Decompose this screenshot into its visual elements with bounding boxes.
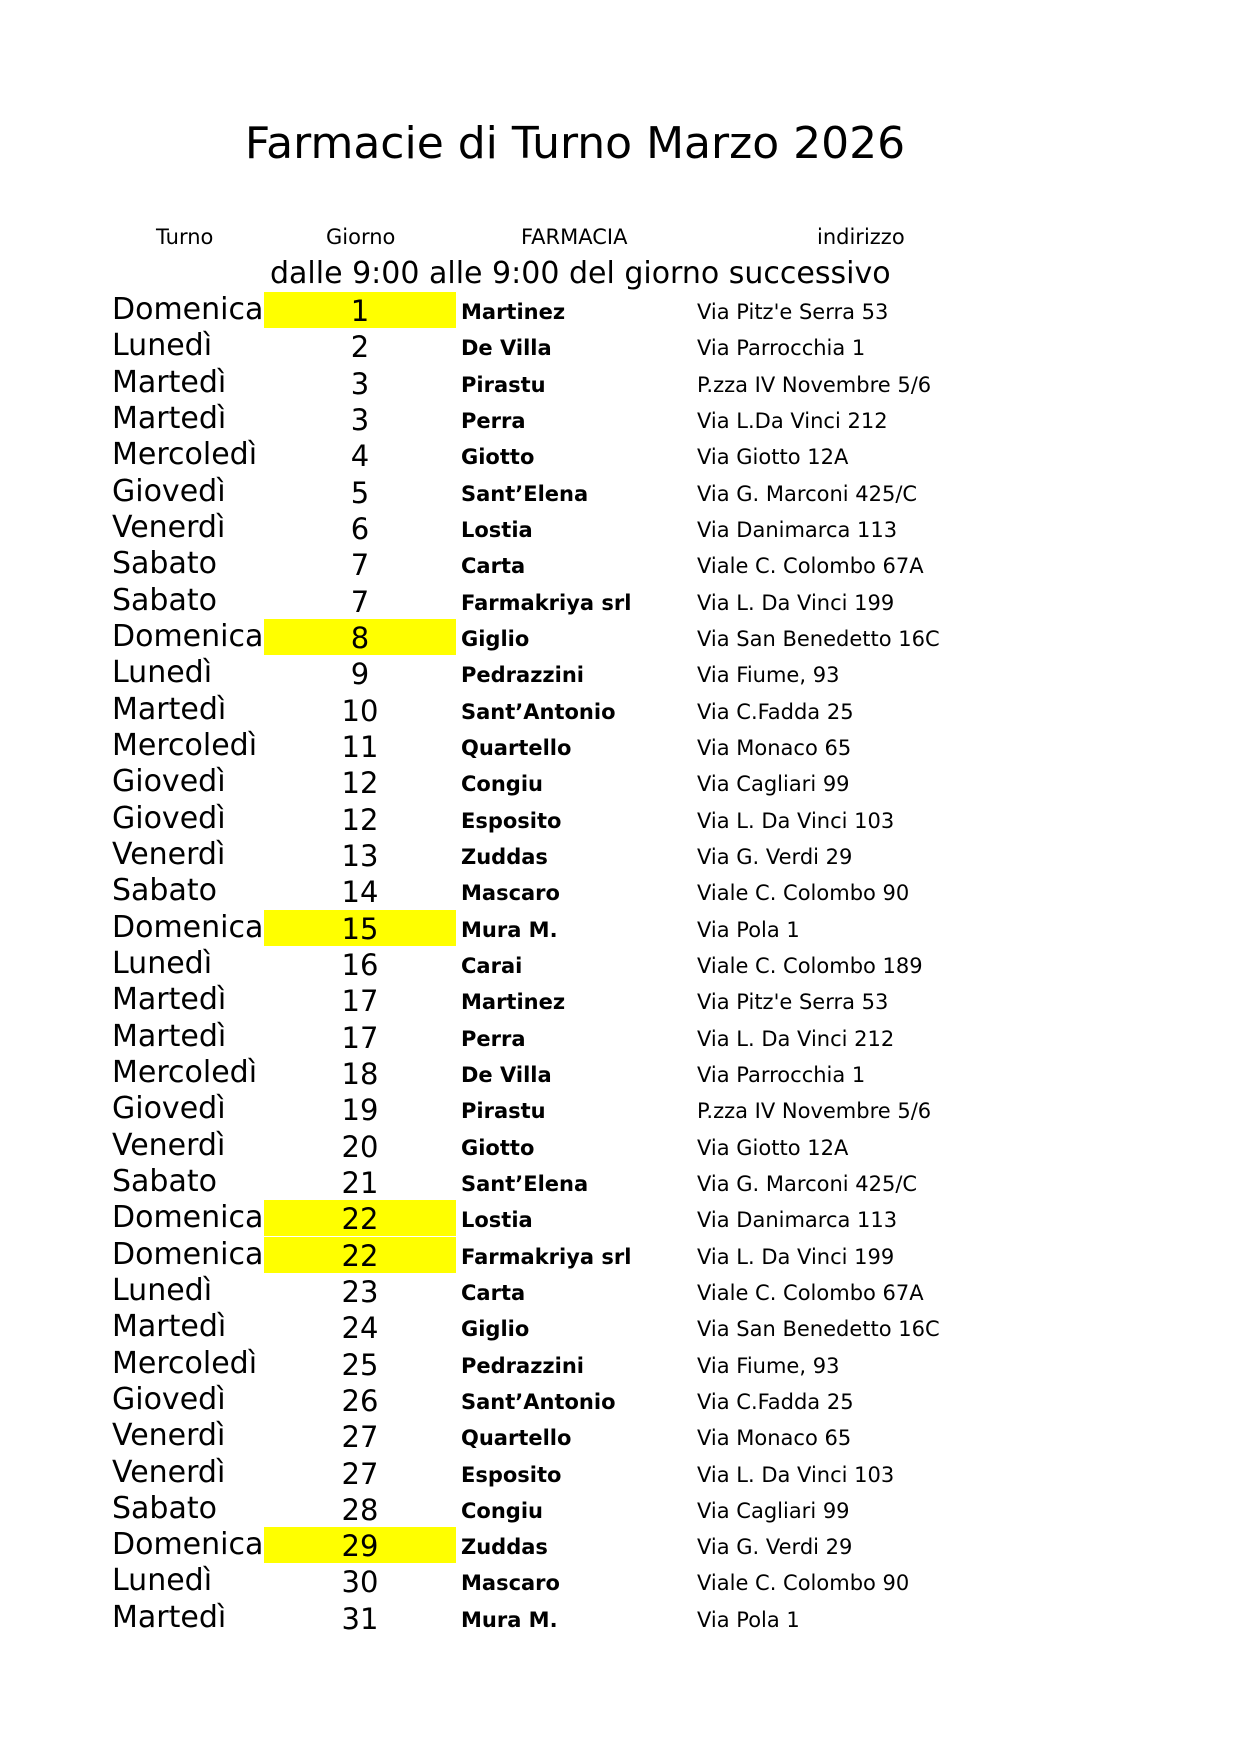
row-indirizzo: Via G. Marconi 425/C	[697, 1171, 918, 1196]
row-farmacia: Pedrazzini	[461, 1353, 584, 1378]
table-row	[0, 1418, 1240, 1454]
row-farmacia: Mascaro	[461, 881, 560, 906]
row-turno: Lunedì	[112, 655, 213, 691]
table-row	[0, 1273, 1240, 1309]
table-row	[0, 583, 1240, 619]
row-turno: Martedì	[112, 364, 227, 400]
row-indirizzo: Via Pitz'e Serra 53	[697, 300, 889, 324]
table-row	[0, 728, 1240, 764]
row-indirizzo: Viale C. Colombo 189	[697, 953, 923, 978]
row-giorno: 22	[264, 1237, 456, 1273]
row-indirizzo: Via Danimarca 113	[697, 1208, 898, 1233]
row-farmacia: Congiu	[461, 772, 543, 797]
table-row	[0, 873, 1240, 909]
row-giorno: 7	[350, 548, 370, 583]
row-indirizzo: Via Pola 1	[697, 917, 800, 942]
row-farmacia: Carta	[461, 1280, 526, 1305]
row-farmacia: Giotto	[461, 445, 535, 470]
row-farmacia: De Villa	[461, 336, 552, 361]
row-giorno: 20	[341, 1129, 379, 1164]
row-giorno: 27	[341, 1456, 379, 1491]
row-turno: Sabato	[112, 1163, 217, 1199]
row-farmacia: Farmakriya srl	[461, 590, 632, 615]
row-farmacia: Martinez	[461, 300, 566, 324]
row-indirizzo: Via Pitz'e Serra 53	[697, 990, 889, 1015]
row-turno: Sabato	[112, 873, 217, 909]
row-turno: Lunedì	[112, 1563, 213, 1599]
table-row	[0, 655, 1240, 691]
table-row	[0, 1527, 1240, 1563]
table-row	[0, 510, 1240, 546]
row-giorno: 25	[341, 1347, 379, 1382]
table-row	[0, 1055, 1240, 1091]
table-row	[0, 474, 1240, 510]
row-giorno: 19	[341, 1093, 379, 1128]
row-giorno: 8	[264, 619, 456, 655]
row-giorno: 16	[341, 947, 379, 982]
row-turno: Martedì	[112, 691, 227, 727]
row-farmacia: Pirastu	[461, 372, 546, 397]
row-turno: Giovedì	[112, 764, 226, 800]
row-farmacia: Sant’Antonio	[461, 1389, 616, 1414]
row-turno: Martedì	[112, 982, 227, 1018]
row-turno: Domenica	[112, 1200, 264, 1236]
row-giorno: 2	[350, 330, 370, 365]
row-giorno: 26	[341, 1383, 379, 1418]
row-turno: Martedì	[112, 1599, 227, 1635]
row-turno: Giovedì	[112, 1091, 226, 1127]
row-indirizzo: Via Danimarca 113	[697, 517, 898, 542]
table-row	[0, 1091, 1240, 1127]
row-farmacia: Zuddas	[461, 844, 548, 869]
row-farmacia: Sant’Elena	[461, 481, 589, 506]
row-giorno: 12	[341, 802, 379, 837]
row-indirizzo: Via Cagliari 99	[697, 772, 850, 797]
table-row	[0, 437, 1240, 473]
row-turno: Domenica	[112, 292, 264, 327]
row-farmacia: Zuddas	[461, 1535, 548, 1560]
row-turno: Domenica	[112, 909, 264, 945]
row-turno: Domenica	[112, 1527, 264, 1563]
row-turno: Giovedì	[112, 1381, 226, 1417]
row-turno: Lunedì	[112, 1272, 213, 1308]
header-farmacia: FARMACIA	[521, 225, 628, 249]
row-farmacia: Pedrazzini	[461, 663, 584, 688]
row-giorno: 5	[350, 475, 370, 510]
row-turno: Martedì	[112, 400, 227, 436]
row-indirizzo: Via Cagliari 99	[697, 1498, 850, 1523]
row-indirizzo: Via Parrocchia 1	[697, 336, 866, 361]
row-farmacia: Perra	[461, 1026, 526, 1051]
table-row	[0, 1200, 1240, 1236]
row-indirizzo: Via L. Da Vinci 103	[697, 808, 895, 833]
row-turno: Sabato	[112, 1490, 217, 1526]
pharmacy-schedule-table	[0, 292, 1240, 1636]
row-farmacia: Giotto	[461, 1135, 535, 1160]
row-farmacia: Perra	[461, 408, 526, 433]
row-farmacia: Carta	[461, 554, 526, 579]
row-indirizzo: Via Parrocchia 1	[697, 1062, 866, 1087]
table-row	[0, 946, 1240, 982]
row-farmacia: Esposito	[461, 808, 562, 833]
row-giorno: 18	[341, 1056, 379, 1091]
row-indirizzo: Viale C. Colombo 67A	[697, 1280, 924, 1305]
row-turno: Venerdì	[112, 1127, 226, 1163]
table-row	[0, 1019, 1240, 1055]
row-indirizzo: Viale C. Colombo 90	[697, 1571, 910, 1596]
schedule-hours-note: dalle 9:00 alle 9:00 del giorno successivo	[270, 256, 891, 291]
row-turno: Lunedì	[112, 945, 213, 981]
row-farmacia: Congiu	[461, 1498, 543, 1523]
row-indirizzo: Via San Benedetto 16C	[697, 1317, 940, 1342]
row-farmacia: Lostia	[461, 1208, 533, 1233]
row-farmacia: Mura M.	[461, 1607, 558, 1632]
row-turno: Martedì	[112, 1018, 227, 1054]
table-row	[0, 1346, 1240, 1382]
table-row	[0, 837, 1240, 873]
row-farmacia: Mascaro	[461, 1571, 560, 1596]
row-giorno: 3	[350, 366, 370, 401]
row-farmacia: Giglio	[461, 626, 530, 651]
row-farmacia: Sant’Elena	[461, 1171, 589, 1196]
row-giorno: 31	[341, 1601, 379, 1636]
table-row	[0, 328, 1240, 364]
table-row	[0, 401, 1240, 437]
row-turno: Venerdì	[112, 509, 226, 545]
row-indirizzo: Via Giotto 12A	[697, 445, 849, 470]
row-turno: Domenica	[112, 1236, 264, 1272]
row-indirizzo: Via G. Verdi 29	[697, 844, 853, 869]
row-giorno: 27	[341, 1420, 379, 1455]
row-indirizzo: Via Monaco 65	[697, 735, 852, 760]
row-indirizzo: Via G. Verdi 29	[697, 1535, 853, 1560]
table-row	[0, 801, 1240, 837]
row-giorno: 1	[264, 292, 456, 328]
row-farmacia: Sant’Antonio	[461, 699, 616, 724]
row-turno: Giovedì	[112, 473, 226, 509]
row-turno: Venerdì	[112, 836, 226, 872]
table-row	[0, 1164, 1240, 1200]
table-row	[0, 1128, 1240, 1164]
table-row	[0, 910, 1240, 946]
row-indirizzo: P.zza IV Novembre 5/6	[697, 1099, 932, 1124]
row-giorno: 23	[341, 1274, 379, 1309]
row-turno: Venerdì	[112, 1418, 226, 1454]
row-giorno: 22	[264, 1200, 456, 1236]
row-indirizzo: Via San Benedetto 16C	[697, 626, 940, 651]
row-turno: Sabato	[112, 546, 217, 582]
row-farmacia: Martinez	[461, 990, 566, 1015]
row-farmacia: Farmakriya srl	[461, 1244, 632, 1269]
row-turno: Venerdì	[112, 1454, 226, 1490]
row-turno: Domenica	[112, 618, 264, 654]
row-turno: Mercoledì	[112, 727, 258, 763]
table-row	[0, 1309, 1240, 1345]
row-giorno: 17	[341, 984, 379, 1019]
row-farmacia: Giglio	[461, 1317, 530, 1342]
table-row	[0, 1237, 1240, 1273]
table-row	[0, 546, 1240, 582]
row-indirizzo: Via G. Marconi 425/C	[697, 481, 918, 506]
row-turno: Mercoledì	[112, 1054, 258, 1090]
row-turno: Mercoledì	[112, 1345, 258, 1381]
row-turno: Martedì	[112, 1309, 227, 1345]
page-title: Farmacie di Turno Marzo 2026	[244, 118, 906, 169]
row-farmacia: Quartello	[461, 735, 572, 760]
row-indirizzo: Via L.Da Vinci 212	[697, 408, 888, 433]
row-farmacia: Mura M.	[461, 917, 558, 942]
row-indirizzo: Viale C. Colombo 90	[697, 881, 910, 906]
row-indirizzo: Via Fiume, 93	[697, 663, 840, 688]
header-indirizzo: indirizzo	[817, 225, 905, 249]
row-farmacia: Lostia	[461, 517, 533, 542]
row-giorno: 11	[341, 729, 379, 764]
header-giorno: Giorno	[326, 225, 396, 249]
row-indirizzo: Via L. Da Vinci 199	[697, 1244, 895, 1269]
row-indirizzo: Via L. Da Vinci 103	[697, 1462, 895, 1487]
row-indirizzo: P.zza IV Novembre 5/6	[697, 372, 932, 397]
table-row	[0, 619, 1240, 655]
row-indirizzo: Viale C. Colombo 67A	[697, 554, 924, 579]
row-giorno: 30	[341, 1565, 379, 1600]
row-indirizzo: Via L. Da Vinci 212	[697, 1026, 895, 1051]
table-row	[0, 1491, 1240, 1527]
row-giorno: 17	[341, 1020, 379, 1055]
row-giorno: 21	[341, 1165, 379, 1200]
table-row	[0, 1563, 1240, 1599]
row-giorno: 9	[350, 657, 370, 692]
row-giorno: 10	[341, 693, 379, 728]
row-turno: Lunedì	[112, 328, 213, 364]
table-row	[0, 365, 1240, 401]
row-giorno: 4	[350, 439, 370, 474]
table-row	[0, 692, 1240, 728]
row-farmacia: Carai	[461, 953, 523, 978]
table-row	[0, 292, 1240, 328]
row-giorno: 24	[341, 1311, 379, 1346]
row-giorno: 29	[264, 1527, 456, 1563]
row-farmacia: Pirastu	[461, 1099, 546, 1124]
row-farmacia: Esposito	[461, 1462, 562, 1487]
table-row	[0, 1455, 1240, 1491]
row-giorno: 6	[350, 511, 370, 546]
row-turno: Giovedì	[112, 800, 226, 836]
row-giorno: 15	[264, 910, 456, 946]
row-giorno: 12	[341, 766, 379, 801]
row-indirizzo: Via L. Da Vinci 199	[697, 590, 895, 615]
table-row	[0, 1600, 1240, 1636]
header-turno: Turno	[156, 225, 214, 249]
row-indirizzo: Via Giotto 12A	[697, 1135, 849, 1160]
row-giorno: 28	[341, 1492, 379, 1527]
row-indirizzo: Via Pola 1	[697, 1607, 800, 1632]
row-giorno: 7	[350, 584, 370, 619]
row-turno: Sabato	[112, 582, 217, 618]
row-farmacia: Quartello	[461, 1426, 572, 1451]
row-giorno: 3	[350, 402, 370, 437]
row-giorno: 14	[341, 875, 379, 910]
table-row	[0, 982, 1240, 1018]
table-row	[0, 764, 1240, 800]
table-row	[0, 1382, 1240, 1418]
row-indirizzo: Via Monaco 65	[697, 1426, 852, 1451]
row-indirizzo: Via Fiume, 93	[697, 1353, 840, 1378]
row-farmacia: De Villa	[461, 1062, 552, 1087]
row-turno: Mercoledì	[112, 437, 258, 473]
row-indirizzo: Via C.Fadda 25	[697, 1389, 854, 1414]
row-indirizzo: Via C.Fadda 25	[697, 699, 854, 724]
row-giorno: 13	[341, 838, 379, 873]
